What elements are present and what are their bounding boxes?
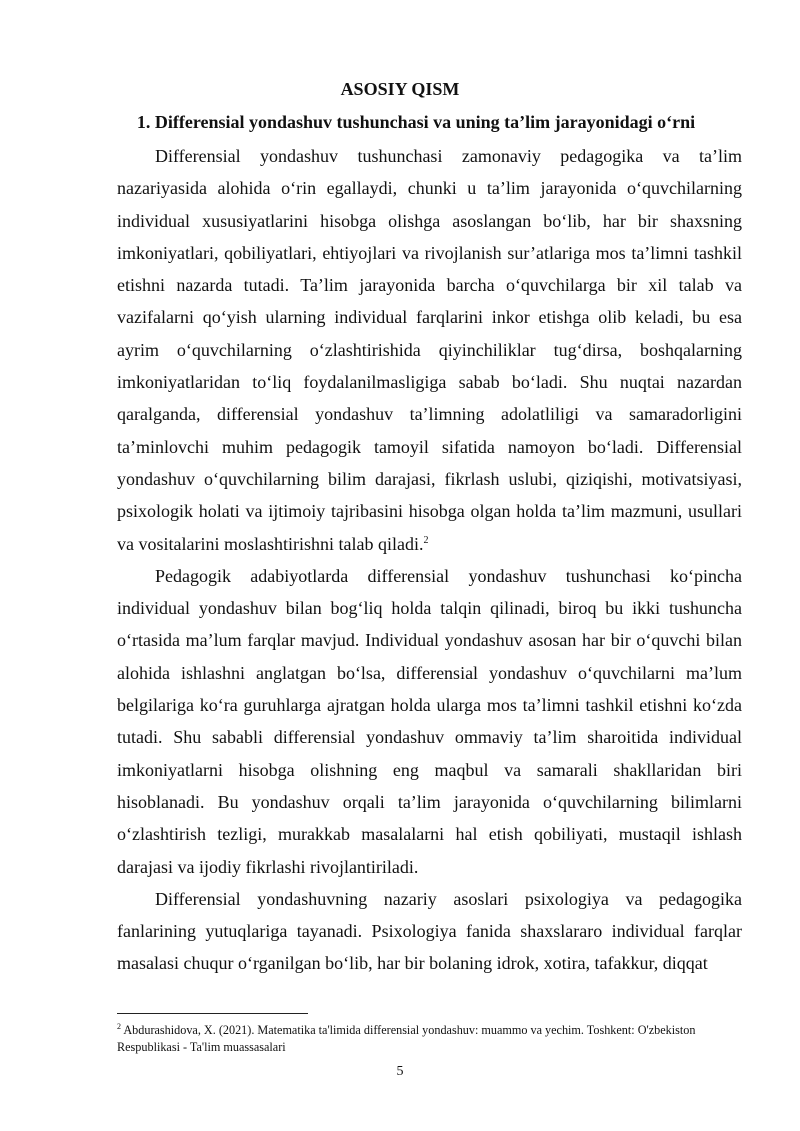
section-title: ASOSIY QISM bbox=[340, 79, 460, 99]
paragraph-text: Differensial yondashuvning nazariy asoslari psixologiya va pedagogika fanlarining yutuqlariga tayanadi. Psixologiya fanida shaxslararo individual farqlar masalasi chuqur o‘rganilgan bo‘lib, har bir bolaning idrok, xotira, tafakkur, diqqat bbox=[117, 888, 742, 974]
footnote bbox=[117, 1022, 742, 1056]
footnote-text: Abdurashidova, X. (2021). Matematika ta'limida differensial yondashuv: muammo va yechim. Toshkent: O'zbekiston Respublikasi - Ta'lim muassasalari bbox=[117, 1023, 696, 1054]
footnote-divider bbox=[117, 1013, 308, 1014]
paragraph-text: Pedagogik adabiyotlarda differensial yondashuv tushunchasi ko‘pincha individual yondashuv bilan bog‘liq holda talqin qilinadi, biroq bu ikki tushuncha o‘rtasida ma’lum farqlar mavjud. Individual yondashuv asosan har bir o‘quvchi bilan alohida ishlashni anglatgan bo‘lsa, differensial yondashuv o‘quvchilarni ma’lum belgilariga ko‘ra guruhlarga ajratgan holda ularga mos ta’limni tashkil etishni ko‘zda tutadi. Shu sababli differensial yondashuv ommaviy ta’lim sharoitida individual imkoniyatlarni hisobga olishning eng maqbul va samarali shakllaridan biri hisoblanadi. Bu yondashuv orqali ta’lim jarayonida o‘quvchilarning bilimlarni o‘zlashtirish tezligi, murakkab masalalarni hal etish qobiliyati, mustaqil ishlash darajasi va ijodiy fikrlashi rivojlantiriladi. bbox=[117, 565, 742, 877]
paragraph-text: Differensial yondashuv tushunchasi zamonaviy pedagogika va ta’lim nazariyasida alohida o‘rin egallaydi, chunki u ta’lim jarayonida o‘quvchilarning individual xususiyatlarini hisobga olishga asoslangan bo‘lib, har bir shaxsning imkoniyatlari, qobiliyatlari, ehtiyojlari va rivojlanish sur’atlariga mos ta’limni tashkil etishni nazarda tutadi. Ta’lim jarayonida barcha o‘quvchilarga bir xil talab va vazifalarni qo‘yish ularning individual farqlarini inkor etishga olib keladi, bu esa ayrim o‘quvchilarning o‘zlashtirishida qiyinchiliklar tug‘dirsa, boshqalarning imkoniyatlaridan to‘liq foydalanilmasligiga sabab bo‘ladi. Shu nuqtai nazardan qaralganda, differensial yondashuv ta’limning adolatliligi va samaradorligini ta’minlovchi muhim pedagogik tamoyil sifatida namoyon bo‘ladi. Differensial yondashuv o‘quvchilarning bilim darajasi, fikrlash uslubi, qiziqishi, motivatsiyasi, psixologik holati va ijtimoiy tajribasini hisobga olgan holda ta’lim mazmuni, usullari va vositalarini moslashtirishni talab qiladi. bbox=[117, 146, 742, 554]
footnote-number: 2 bbox=[117, 1021, 121, 1031]
body-text bbox=[117, 140, 742, 980]
paragraph-3 bbox=[117, 883, 742, 980]
chapter-title: 1. Differensial yondashuv tushunchasi va uning ta’lim jarayonidagi o‘rni bbox=[136, 112, 696, 132]
paragraph-2 bbox=[117, 560, 742, 883]
paragraph-1 bbox=[117, 140, 742, 560]
page-number: 5 bbox=[396, 1064, 404, 1079]
footnote-reference: 2 bbox=[423, 534, 429, 546]
